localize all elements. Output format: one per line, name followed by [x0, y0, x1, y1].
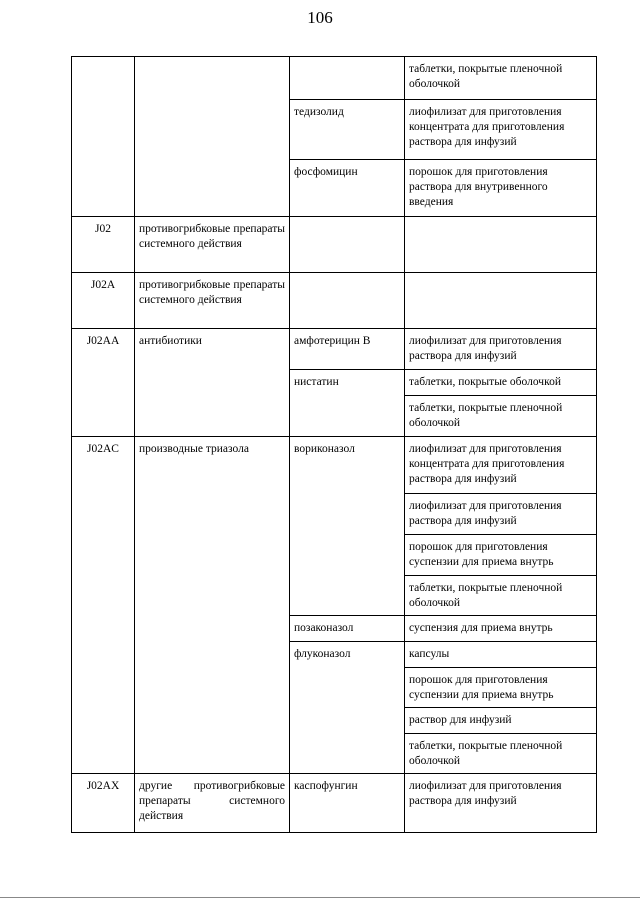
form-cell: лиофилизат для приготовления раствора для инфузий [405, 494, 597, 535]
form-cell: таблетки, покрытые оболочкой [405, 370, 597, 396]
drug-cell [290, 217, 405, 273]
drug-cell [290, 57, 405, 100]
drug-cell [290, 273, 405, 329]
table-row [72, 217, 597, 273]
atc-code-cell [72, 57, 135, 217]
drug-cell: флуконазол [290, 642, 405, 774]
page-number: 106 [307, 8, 333, 27]
form-cell: порошок для приготовления суспензии для приема внутрь [405, 668, 597, 708]
drug-cell: амфотерицин В [290, 329, 405, 370]
form-cell: лиофилизат для приготовления концентрата для приготовления раствора для инфузий [405, 437, 597, 494]
form-cell: таблетки, покрытые пленочной оболочкой [405, 57, 597, 100]
form-cell: порошок для приготовления раствора для внутривенного введения [405, 160, 597, 217]
form-cell: капсулы [405, 642, 597, 668]
group-cell: производные триазола [135, 437, 290, 774]
form-cell [405, 217, 597, 273]
atc-code-cell: J02AA [72, 329, 135, 437]
group-cell: противогрибковые препараты системного действия [135, 217, 290, 273]
atc-code-cell: J02A [72, 273, 135, 329]
drug-cell: тедизолид [290, 100, 405, 160]
drug-table [71, 56, 597, 833]
group-cell [135, 57, 290, 217]
table-row [72, 437, 597, 494]
drug-cell: фосфомицин [290, 160, 405, 217]
drug-cell: каспофунгин [290, 774, 405, 833]
table-row [72, 774, 597, 833]
form-cell: лиофилизат для приготовления раствора для инфузий [405, 774, 597, 833]
atc-code-cell: J02 [72, 217, 135, 273]
drug-cell: вориконазол [290, 437, 405, 616]
form-cell: суспензия для приема внутрь [405, 616, 597, 642]
drug-cell: позаконазол [290, 616, 405, 642]
atc-code-cell: J02AC [72, 437, 135, 774]
table-row [72, 273, 597, 329]
form-cell: раствор для инфузий [405, 708, 597, 734]
form-cell: порошок для приготовления суспензии для приема внутрь [405, 535, 597, 576]
atc-code-cell: J02AX [72, 774, 135, 833]
drug-cell: нистатин [290, 370, 405, 437]
group-cell: противогрибковые препараты системного действия [135, 273, 290, 329]
page-bottom-divider [0, 897, 640, 898]
drug-table-container [71, 56, 597, 833]
form-cell: таблетки, покрытые пленочной оболочкой [405, 734, 597, 774]
table-row [72, 57, 597, 100]
form-cell: лиофилизат для приготовления концентрата для приготовления раствора для инфузий [405, 100, 597, 160]
form-cell [405, 273, 597, 329]
table-row [72, 329, 597, 370]
group-cell: другие противогрибковые препараты системного действия [135, 774, 290, 833]
group-cell: антибиотики [135, 329, 290, 437]
form-cell: таблетки, покрытые пленочной оболочкой [405, 576, 597, 616]
form-cell: лиофилизат для приготовления раствора для инфузий [405, 329, 597, 370]
form-cell: таблетки, покрытые пленочной оболочкой [405, 396, 597, 437]
